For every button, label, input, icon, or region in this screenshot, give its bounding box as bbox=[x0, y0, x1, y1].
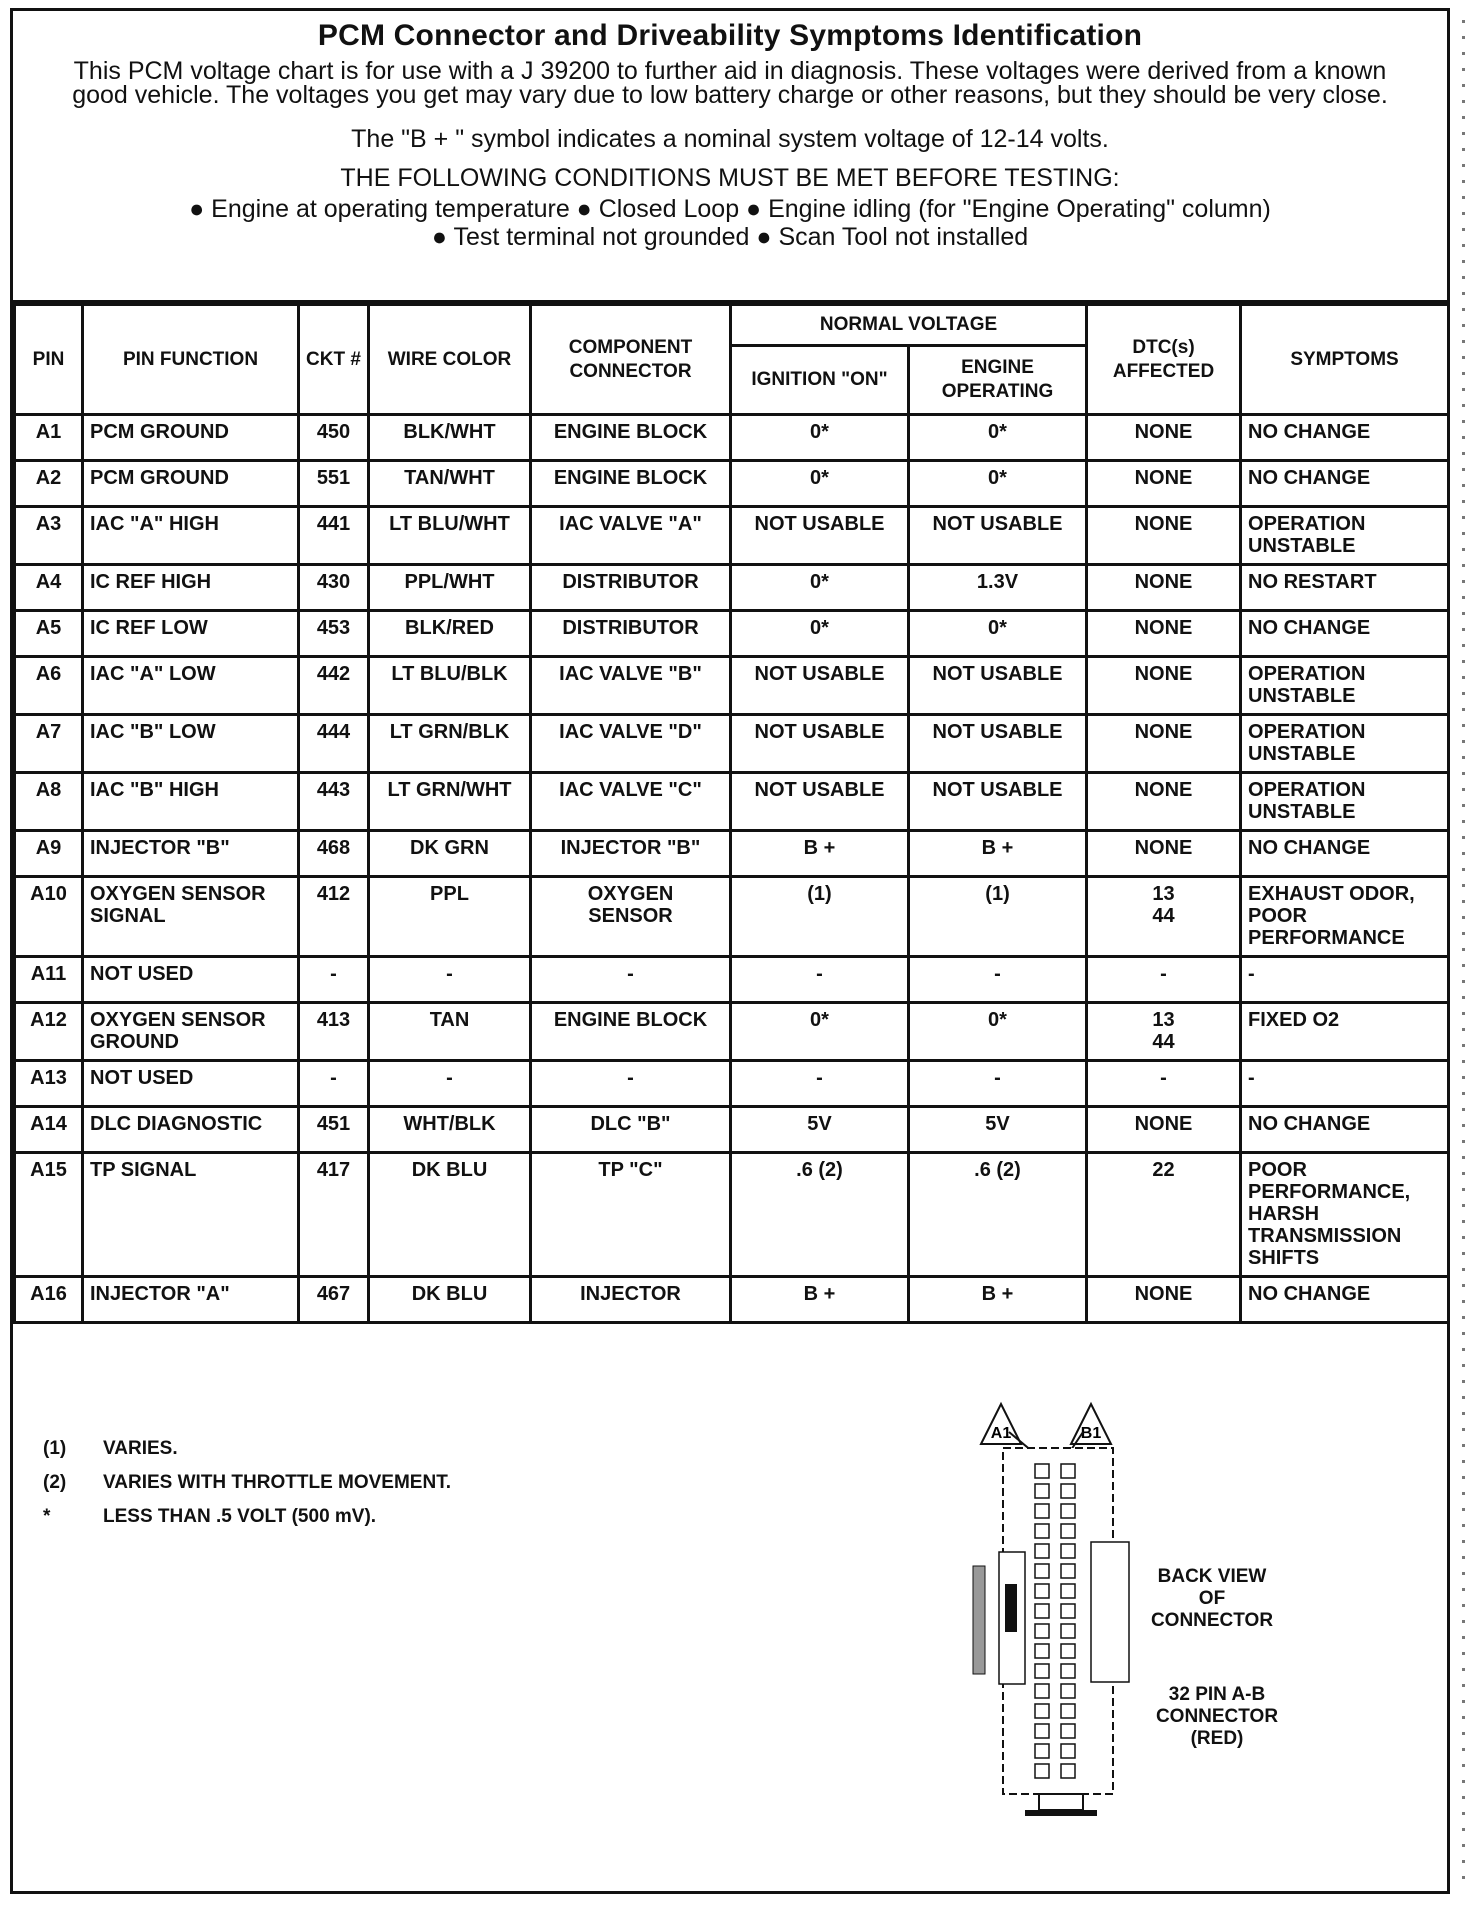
cell-ignition-on: 0* bbox=[731, 565, 909, 611]
cell-ckt: - bbox=[299, 1061, 369, 1107]
cell-pin: A10 bbox=[15, 877, 83, 957]
cell-symptoms: OPERATION UNSTABLE bbox=[1241, 657, 1449, 715]
intro-paragraph: This PCM voltage chart is for use with a J 39200 to further aid in diagnosis. These voltages were derived from a known good vehicle. The voltages you get may vary due to low battery charge or other reasons, but they should be very close. bbox=[72, 57, 1388, 109]
cell-ignition-on: NOT USABLE bbox=[731, 657, 909, 715]
pin-cavity bbox=[1035, 1624, 1049, 1638]
cell-ckt: 468 bbox=[299, 831, 369, 877]
header-ckt: CKT # bbox=[299, 305, 369, 415]
conditions-title: THE FOLLOWING CONDITIONS MUST BE MET BEFORE TESTING: bbox=[340, 164, 1120, 192]
cell-component-connector: INJECTOR "B" bbox=[531, 831, 731, 877]
cell-dtc-affected: NONE bbox=[1087, 831, 1241, 877]
cell-ckt: 450 bbox=[299, 415, 369, 461]
cell-ignition-on: 0* bbox=[731, 1003, 909, 1061]
connector-base bbox=[1039, 1794, 1083, 1810]
footnote-text: VARIES. bbox=[103, 1438, 178, 1459]
table-row bbox=[15, 461, 1449, 507]
cell-pin-function: PCM GROUND bbox=[83, 461, 299, 507]
pin-b1-label: B1 bbox=[1080, 1425, 1102, 1442]
connector-view-label: BACK VIEW OF CONNECTOR bbox=[1150, 1566, 1274, 1631]
bplus-note: The "B + " symbol indicates a nominal system voltage of 12-14 volts. bbox=[351, 125, 1109, 153]
pin-cavity bbox=[1061, 1504, 1075, 1518]
pin-cavity bbox=[1035, 1604, 1049, 1618]
cell-engine-operating: B + bbox=[909, 831, 1087, 877]
cell-pin-function: NOT USED bbox=[83, 1061, 299, 1107]
cell-pin-function: NOT USED bbox=[83, 957, 299, 1003]
page-title: PCM Connector and Driveability Symptoms Identification bbox=[317, 19, 1143, 52]
cell-engine-operating: 0* bbox=[909, 415, 1087, 461]
cell-ignition-on: 0* bbox=[731, 461, 909, 507]
cell-pin-function: IAC "A" HIGH bbox=[83, 507, 299, 565]
footnote-3 bbox=[43, 1506, 451, 1528]
document-header bbox=[13, 11, 1447, 301]
cell-ckt: 467 bbox=[299, 1277, 369, 1323]
cell-wire-color: - bbox=[369, 1061, 531, 1107]
document-footer bbox=[13, 1382, 1447, 1891]
cell-pin-function: IAC "A" LOW bbox=[83, 657, 299, 715]
cell-ckt: 444 bbox=[299, 715, 369, 773]
cell-dtc-affected: NONE bbox=[1087, 715, 1241, 773]
pin-cavity bbox=[1035, 1564, 1049, 1578]
cell-component-connector: IAC VALVE "A" bbox=[531, 507, 731, 565]
pin-cavity bbox=[1061, 1624, 1075, 1638]
pin-cavity bbox=[1061, 1484, 1075, 1498]
cell-ckt: 551 bbox=[299, 461, 369, 507]
cell-pin-function: PCM GROUND bbox=[83, 415, 299, 461]
cell-component-connector: DISTRIBUTOR bbox=[531, 611, 731, 657]
cell-symptoms: POOR PERFORMANCE, HARSH TRANSMISSION SHIFTS bbox=[1241, 1153, 1449, 1277]
header-wire-color: WIRE COLOR bbox=[369, 305, 531, 415]
margin-perforation bbox=[1462, 20, 1465, 1890]
table-row bbox=[15, 565, 1449, 611]
table-body bbox=[15, 415, 1449, 1323]
cell-ckt: 430 bbox=[299, 565, 369, 611]
pin-cavity bbox=[1035, 1464, 1049, 1478]
cell-pin: A5 bbox=[15, 611, 83, 657]
cell-component-connector: ENGINE BLOCK bbox=[531, 461, 731, 507]
footnote-key: * bbox=[43, 1506, 51, 1527]
cell-component-connector: - bbox=[531, 1061, 731, 1107]
cell-symptoms: OPERATION UNSTABLE bbox=[1241, 507, 1449, 565]
cell-pin: A4 bbox=[15, 565, 83, 611]
cell-ignition-on: NOT USABLE bbox=[731, 715, 909, 773]
pin-cavity bbox=[1035, 1764, 1049, 1778]
cell-wire-color: PPL bbox=[369, 877, 531, 957]
cell-dtc-affected: - bbox=[1087, 957, 1241, 1003]
cell-dtc-affected: NONE bbox=[1087, 565, 1241, 611]
cell-engine-operating: NOT USABLE bbox=[909, 773, 1087, 831]
cell-dtc-affected: NONE bbox=[1087, 415, 1241, 461]
cell-ignition-on: NOT USABLE bbox=[731, 773, 909, 831]
table-row bbox=[15, 415, 1449, 461]
cell-ckt: 442 bbox=[299, 657, 369, 715]
pin-cavity bbox=[1035, 1584, 1049, 1598]
table-row bbox=[15, 957, 1449, 1003]
cell-ignition-on: B + bbox=[731, 831, 909, 877]
cell-pin: A16 bbox=[15, 1277, 83, 1323]
cell-engine-operating: NOT USABLE bbox=[909, 507, 1087, 565]
pin-cavity bbox=[1035, 1644, 1049, 1658]
cell-pin: A15 bbox=[15, 1153, 83, 1277]
conditions-line-2: ● Test terminal not grounded ● Scan Tool not installed bbox=[431, 223, 1029, 251]
footnote-text: LESS THAN .5 VOLT (500 mV). bbox=[103, 1506, 377, 1527]
pin-cavity bbox=[1035, 1544, 1049, 1558]
table-row bbox=[15, 877, 1449, 957]
cell-dtc-affected: NONE bbox=[1087, 611, 1241, 657]
cell-dtc-affected: NONE bbox=[1087, 773, 1241, 831]
cell-component-connector: ENGINE BLOCK bbox=[531, 415, 731, 461]
cell-dtc-affected: NONE bbox=[1087, 461, 1241, 507]
cell-dtc-affected: NONE bbox=[1087, 1107, 1241, 1153]
cell-pin-function: INJECTOR "A" bbox=[83, 1277, 299, 1323]
header-symptoms: SYMPTOMS bbox=[1241, 305, 1449, 415]
pin-cavity bbox=[1061, 1744, 1075, 1758]
cell-engine-operating: .6 (2) bbox=[909, 1153, 1087, 1277]
table-row bbox=[15, 657, 1449, 715]
cell-ignition-on: 0* bbox=[731, 611, 909, 657]
pin-cavity bbox=[1061, 1544, 1075, 1558]
cell-engine-operating: NOT USABLE bbox=[909, 657, 1087, 715]
cell-ckt: 441 bbox=[299, 507, 369, 565]
cell-wire-color: DK BLU bbox=[369, 1277, 531, 1323]
pin-cavity bbox=[1061, 1704, 1075, 1718]
cell-ckt: 453 bbox=[299, 611, 369, 657]
pin-cavity bbox=[1035, 1504, 1049, 1518]
pin-cavity bbox=[1035, 1704, 1049, 1718]
footnotes bbox=[43, 1438, 451, 1540]
pin-cavity bbox=[1035, 1664, 1049, 1678]
cell-dtc-affected: NONE bbox=[1087, 657, 1241, 715]
cell-ckt: 412 bbox=[299, 877, 369, 957]
cell-pin: A3 bbox=[15, 507, 83, 565]
cell-wire-color: TAN bbox=[369, 1003, 531, 1061]
cell-ignition-on: .6 (2) bbox=[731, 1153, 909, 1277]
cell-engine-operating: 0* bbox=[909, 611, 1087, 657]
cell-component-connector: DISTRIBUTOR bbox=[531, 565, 731, 611]
header-component-connector: COMPONENT CONNECTOR bbox=[531, 305, 731, 415]
cell-ckt: 413 bbox=[299, 1003, 369, 1061]
cell-pin: A6 bbox=[15, 657, 83, 715]
cell-symptoms: NO CHANGE bbox=[1241, 611, 1449, 657]
cell-wire-color: PPL/WHT bbox=[369, 565, 531, 611]
connector-diagram bbox=[963, 1392, 1143, 1832]
pin-cavity bbox=[1061, 1644, 1075, 1658]
header-pin: PIN bbox=[15, 305, 83, 415]
cell-component-connector: INJECTOR bbox=[531, 1277, 731, 1323]
cell-symptoms: NO CHANGE bbox=[1241, 1277, 1449, 1323]
cell-dtc-affected: - bbox=[1087, 1061, 1241, 1107]
pin-cavity bbox=[1061, 1764, 1075, 1778]
cell-component-connector: TP "C" bbox=[531, 1153, 731, 1277]
pin-cavity bbox=[1061, 1464, 1075, 1478]
cell-ignition-on: 5V bbox=[731, 1107, 909, 1153]
cell-wire-color: LT BLU/BLK bbox=[369, 657, 531, 715]
cell-wire-color: BLK/RED bbox=[369, 611, 531, 657]
cell-pin-function: INJECTOR "B" bbox=[83, 831, 299, 877]
cell-symptoms: NO CHANGE bbox=[1241, 415, 1449, 461]
header-pin-function: PIN FUNCTION bbox=[83, 305, 299, 415]
table-row bbox=[15, 1277, 1449, 1323]
cell-engine-operating: 5V bbox=[909, 1107, 1087, 1153]
cell-ignition-on: B + bbox=[731, 1277, 909, 1323]
footnote-text: VARIES WITH THROTTLE MOVEMENT. bbox=[103, 1472, 451, 1493]
table-row bbox=[15, 1153, 1449, 1277]
footnote-1 bbox=[43, 1438, 451, 1460]
cell-component-connector: IAC VALVE "C" bbox=[531, 773, 731, 831]
cell-symptoms: EXHAUST ODOR, POOR PERFORMANCE bbox=[1241, 877, 1449, 957]
cell-engine-operating: - bbox=[909, 1061, 1087, 1107]
cell-wire-color: LT BLU/WHT bbox=[369, 507, 531, 565]
cell-pin-function: OXYGEN SENSOR GROUND bbox=[83, 1003, 299, 1061]
connector-base-foot bbox=[1025, 1810, 1097, 1816]
cell-engine-operating: 0* bbox=[909, 461, 1087, 507]
cell-pin: A2 bbox=[15, 461, 83, 507]
cell-pin-function: TP SIGNAL bbox=[83, 1153, 299, 1277]
pin-cavity bbox=[1061, 1524, 1075, 1538]
cell-ckt: 443 bbox=[299, 773, 369, 831]
cell-pin-function: DLC DIAGNOSTIC bbox=[83, 1107, 299, 1153]
cell-wire-color: DK GRN bbox=[369, 831, 531, 877]
table-row bbox=[15, 1061, 1449, 1107]
cell-engine-operating: - bbox=[909, 957, 1087, 1003]
header-ignition-on: IGNITION "ON" bbox=[731, 346, 909, 415]
pin-cavity bbox=[1061, 1604, 1075, 1618]
pin-cavity bbox=[1061, 1664, 1075, 1678]
cell-pin: A8 bbox=[15, 773, 83, 831]
cell-pin: A7 bbox=[15, 715, 83, 773]
cell-pin: A9 bbox=[15, 831, 83, 877]
cell-symptoms: OPERATION UNSTABLE bbox=[1241, 715, 1449, 773]
cell-ignition-on: (1) bbox=[731, 877, 909, 957]
cell-wire-color: LT GRN/BLK bbox=[369, 715, 531, 773]
cell-ignition-on: - bbox=[731, 957, 909, 1003]
cell-ckt: 417 bbox=[299, 1153, 369, 1277]
cell-engine-operating: NOT USABLE bbox=[909, 715, 1087, 773]
pin-cavity bbox=[1061, 1684, 1075, 1698]
cell-component-connector: IAC VALVE "B" bbox=[531, 657, 731, 715]
footnote-key: (2) bbox=[43, 1472, 67, 1493]
cell-wire-color: DK BLU bbox=[369, 1153, 531, 1277]
cell-component-connector: OXYGEN SENSOR bbox=[531, 877, 731, 957]
connector-clip-slot bbox=[1005, 1584, 1017, 1632]
pin-a1-label: A1 bbox=[990, 1425, 1012, 1442]
pin-cavity bbox=[1061, 1564, 1075, 1578]
header-normal-voltage: NORMAL VOLTAGE bbox=[731, 305, 1087, 346]
cell-symptoms: OPERATION UNSTABLE bbox=[1241, 773, 1449, 831]
cell-pin: A13 bbox=[15, 1061, 83, 1107]
conditions-line-1: ● Engine at operating temperature ● Closed Loop ● Engine idling (for "Engine Operating" column) bbox=[189, 195, 1271, 223]
cell-engine-operating: 0* bbox=[909, 1003, 1087, 1061]
cell-ckt: - bbox=[299, 957, 369, 1003]
cell-pin-function: IAC "B" LOW bbox=[83, 715, 299, 773]
cell-dtc-affected: 13 44 bbox=[1087, 877, 1241, 957]
connector-latch bbox=[973, 1566, 985, 1674]
cell-engine-operating: B + bbox=[909, 1277, 1087, 1323]
table-row bbox=[15, 1003, 1449, 1061]
cell-pin-function: IAC "B" HIGH bbox=[83, 773, 299, 831]
pin-cavity bbox=[1061, 1584, 1075, 1598]
table-row bbox=[15, 1107, 1449, 1153]
cell-dtc-affected: NONE bbox=[1087, 507, 1241, 565]
pin-cavity bbox=[1035, 1724, 1049, 1738]
footnote-key: (1) bbox=[43, 1438, 67, 1459]
cell-wire-color: BLK/WHT bbox=[369, 415, 531, 461]
header-dtc-affected: DTC(s) AFFECTED bbox=[1087, 305, 1241, 415]
pin-cavity bbox=[1035, 1524, 1049, 1538]
cell-pin-function: IC REF HIGH bbox=[83, 565, 299, 611]
cell-ignition-on: - bbox=[731, 1061, 909, 1107]
cell-dtc-affected: 22 bbox=[1087, 1153, 1241, 1277]
connector-type-label: 32 PIN A-B CONNECTOR (RED) bbox=[1155, 1684, 1279, 1749]
cell-pin: A1 bbox=[15, 415, 83, 461]
cell-symptoms: NO CHANGE bbox=[1241, 461, 1449, 507]
cell-symptoms: FIXED O2 bbox=[1241, 1003, 1449, 1061]
pin-cavity bbox=[1061, 1724, 1075, 1738]
pin-cavity bbox=[1035, 1744, 1049, 1758]
cell-wire-color: TAN/WHT bbox=[369, 461, 531, 507]
pcm-voltage-table bbox=[13, 303, 1450, 1324]
cell-wire-color: LT GRN/WHT bbox=[369, 773, 531, 831]
cell-engine-operating: (1) bbox=[909, 877, 1087, 957]
cell-dtc-affected: 13 44 bbox=[1087, 1003, 1241, 1061]
table-row bbox=[15, 773, 1449, 831]
table-row bbox=[15, 715, 1449, 773]
cell-symptoms: NO CHANGE bbox=[1241, 831, 1449, 877]
cell-component-connector: IAC VALVE "D" bbox=[531, 715, 731, 773]
table-row bbox=[15, 507, 1449, 565]
pin-cavity bbox=[1035, 1484, 1049, 1498]
cell-component-connector: DLC "B" bbox=[531, 1107, 731, 1153]
pin-cavity bbox=[1035, 1684, 1049, 1698]
cell-symptoms: NO RESTART bbox=[1241, 565, 1449, 611]
cell-pin: A14 bbox=[15, 1107, 83, 1153]
cell-symptoms: - bbox=[1241, 957, 1449, 1003]
cell-component-connector: - bbox=[531, 957, 731, 1003]
table-row bbox=[15, 831, 1449, 877]
cell-wire-color: - bbox=[369, 957, 531, 1003]
table-row bbox=[15, 611, 1449, 657]
connector-lock-tab bbox=[1091, 1542, 1129, 1682]
cell-pin-function: IC REF LOW bbox=[83, 611, 299, 657]
cell-symptoms: - bbox=[1241, 1061, 1449, 1107]
footnote-2 bbox=[43, 1472, 451, 1494]
cell-wire-color: WHT/BLK bbox=[369, 1107, 531, 1153]
cell-ignition-on: NOT USABLE bbox=[731, 507, 909, 565]
cell-symptoms: NO CHANGE bbox=[1241, 1107, 1449, 1153]
cell-dtc-affected: NONE bbox=[1087, 1277, 1241, 1323]
cell-pin-function: OXYGEN SENSOR SIGNAL bbox=[83, 877, 299, 957]
cell-pin: A11 bbox=[15, 957, 83, 1003]
cell-engine-operating: 1.3V bbox=[909, 565, 1087, 611]
cell-pin: A12 bbox=[15, 1003, 83, 1061]
cell-ignition-on: 0* bbox=[731, 415, 909, 461]
header-engine-operating: ENGINE OPERATING bbox=[909, 346, 1087, 415]
cell-ckt: 451 bbox=[299, 1107, 369, 1153]
cell-component-connector: ENGINE BLOCK bbox=[531, 1003, 731, 1061]
